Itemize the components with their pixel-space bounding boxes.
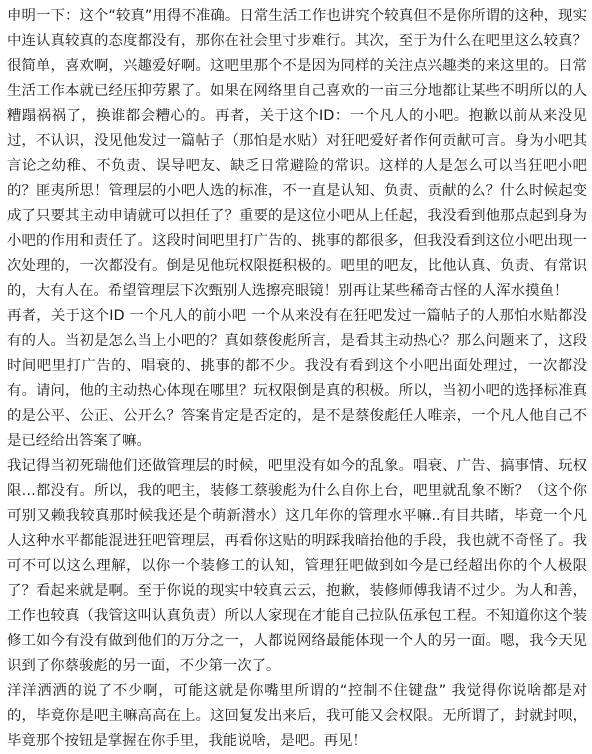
post-paragraph: 洋洋洒洒的说了不少啊，可能这就是你嘴里所谓的“控制不住键盘” 我觉得你说啥都是对的，毕竟你是吧主嘛高高在上。这回复发出来后，我可能又会权限。无所谓了，封就封呗，毕竟那个按钮是掌握在你手里，我能说啥，是吧。再见！: [7, 683, 587, 749]
post-body: [7, 4, 587, 754]
post-paragraph: 再者，关于这个ID 一个凡人的前小吧 一个从来没有在狂吧发过一篇帖子的人那怕水贴都没有的人。当初是怎么当上小吧的？真如蔡俊彪所言，是看其主动热心？那么问题来了，这段时间吧里打广告的、唱衰的、挑事的都不少。我没有看到这个小吧出面处理过，一次都没有。请问，他的主动热心体现在哪里？玩权限倒是真的积极。所以，当初小吧的选择标准真的是公平、公正、公开么？答案肯定是否定的，是不是蔡俊彪任人唯亲，一个凡人他自己不是已经给出答案了嘛。: [7, 308, 587, 449]
post-paragraph: 申明一下：这个“较真”用得不准确。日常生活工作也讲究个较真但不是你所谓的这种，现实中连认真较真的态度都没有，那你在社会里寸步难行。其次，至于为什么在吧里这么较真？很简单，喜欢啊，兴趣爱好啊。这吧里那个不是因为同样的关注点兴趣类的来这里的。日常生活工作本就已经压抑劳累了。如果在网络里自己喜欢的一亩三分地都让某些不明所以的人糟蹋祸祸了，换谁都会糟心的。再者，关于这个ID：一个凡人的小吧。抱歉以前从来没见过，不认识，没见他发过一篇帖子（那怕是水贴）对狂吧爱好者作何贡献可言。身为小吧其言论之幼稚、不负责、误导吧友、缺乏日常避险的常识。这样的人是怎么可以当狂吧小吧的？匪夷所思！管理层的小吧人选的标准，不一直是认知、负责、贡献的么？什么时候起变成了只要其主动申请就可以担任了？重要的是这位小吧从上任起，我没看到他那点起到身为小吧的作用和责任了。这段时间吧里打广告的、挑事的都很多，但我没看到这位小吧出现一次处理的，一次都没有。倒是见他玩权限挺积极的。吧里的吧友，比他认真、负责、有常识的，大有人在。希望管理层下次甄别人选擦亮眼镜！别再让某些稀奇古怪的人浑水摸鱼！: [7, 8, 587, 299]
post-paragraph: 我记得当初死瑞他们还做管理层的时候，吧里没有如今的乱象。唱衰、广告、搞事情、玩权限…都没有。所以，我的吧主，装修工蔡骏彪为什么自你上台，吧里就乱象不断？（这个你可别又赖我较真那时候我还是个萌新潜水）这几年你的管理水平嘛..有目共睹，毕竟一个凡人这种水平都能混进狂吧管理层，再看你这贴的明踩我暗抬他的手段，我也就不奇怪了。我可不可以这么理解，以你一个装修工的认知，管理狂吧做到如今是已经超出你的个人极限了？看起来就是啊。至于你说的现实中较真云云，抱歉，装修师傅我请不过少。为人和善，工作也较真（我管这叫认真负责）所以人家现在才能自己拉队伍承包工程。不知道你这个装修工如今有没有做到他们的万分之一，人都说网络最能体现一个人的另一面。嗯，我今天见识到了你蔡骏彪的另一面，不少第一次了。: [7, 458, 587, 674]
